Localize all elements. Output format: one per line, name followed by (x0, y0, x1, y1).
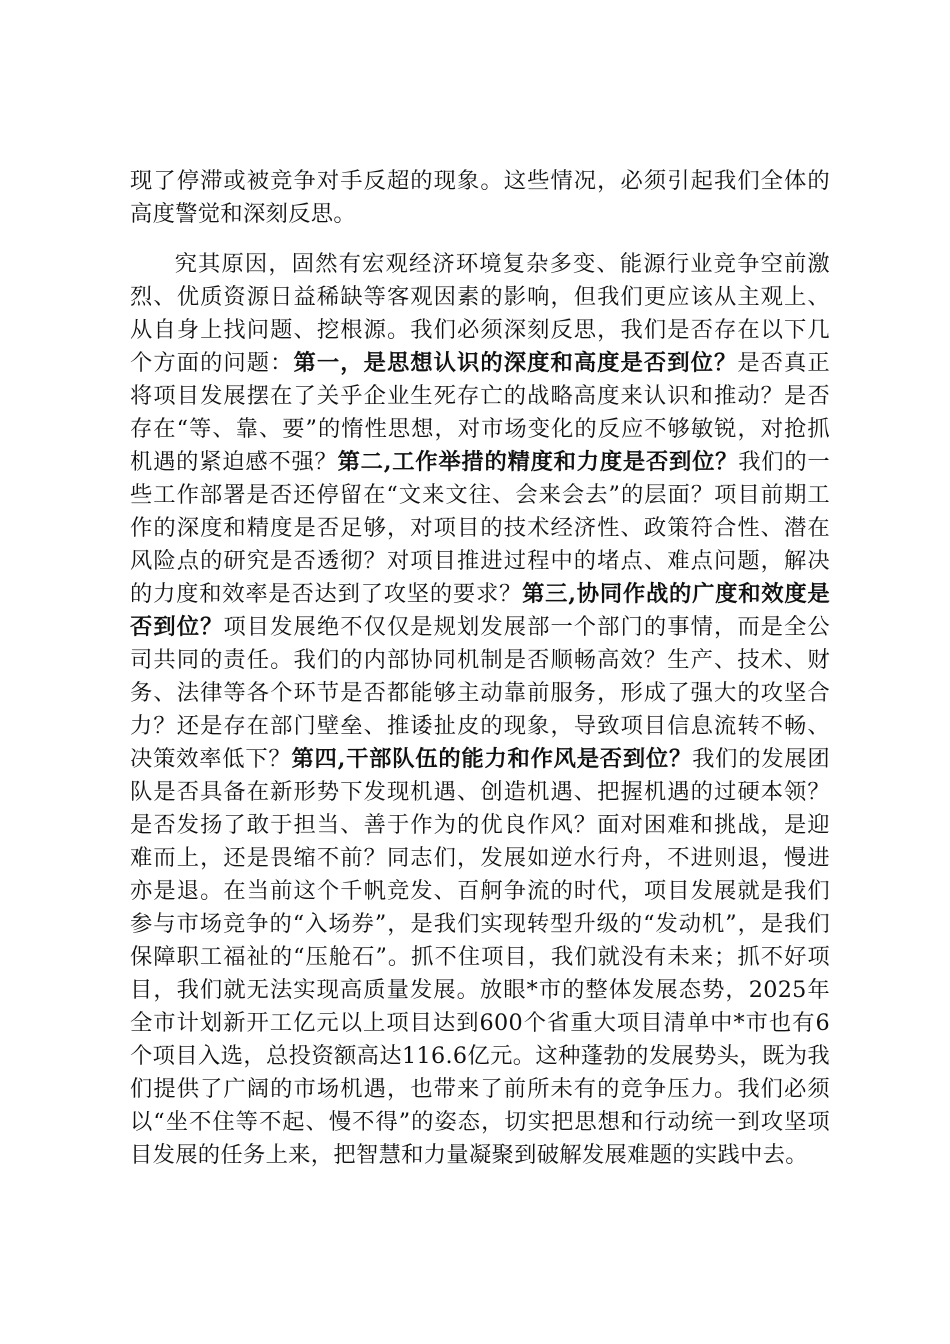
paragraph-text: 究其原因，固然有宏观经济环境复杂多变、能源行业竞争空前激烈、优质资源日益稀缺等客观因素的影响，但我们更应该从主观上、从自身上找问题、挖根源。我们必须深刻反思，我们是否存在以下几个方面的问题： (130, 251, 830, 376)
bold-heading-third: 第三,协同作战的广度和效度是否到位？ (130, 581, 830, 640)
paragraph-text: 现了停滞或被竞争对手反超的现象。这些情况，必须引起我们全体的高度警觉和深刻反思。 (130, 168, 830, 227)
document-page (130, 165, 830, 1172)
bold-heading-second: 第二,工作举措的精度和力度是否到位？ (337, 449, 739, 475)
paragraph-text: 是否真正将项目发展摆在了关乎企业生死存亡的战略高度来认识和推动？是否存在“等、靠、要”的惰性思想，对市场变化的反应不够敏锐，对抢抓机遇的紧迫感不强？ (130, 350, 830, 475)
paragraph-text: 项目发展绝不仅仅是规划发展部一个部门的事情，而是全公司共同的责任。我们的内部协同机制是否顺畅高效？生产、技术、财务、法律等各个环节是否都能够主动靠前服务，形成了强大的攻坚合力？还是存在部门壁垒、推诿扯皮的现象，导致项目信息流转不畅、决策效率低下？ (130, 614, 830, 772)
bold-heading-fourth: 第四,干部队伍的能力和作风是否到位？ (291, 746, 693, 772)
paragraph-1 (130, 165, 830, 231)
paragraph-2 (130, 248, 830, 1172)
paragraph-text: 我们的发展团队是否具备在新形势下发现机遇、创造机遇、把握机遇的过硬本领？是否发扬了敢于担当、善于作为的优良作风？面对困难和挑战，是迎难而上，还是畏缩不前？同志们，发展如逆水行舟，不进则退，慢进亦是退。在当前这个千帆竞发、百舸争流的时代，项目发展就是我们参与市场竞争的“入场券”，是我们实现转型升级的“发动机”，是我们保障职工福祉的“压舱石”。抓不住项目，我们就没有未来；抓不好项目，我们就无法实现高质量发展。放眼*市的整体发展态势，2025年全市计划新开工亿元以上项目达到600个省重大项目清单中*市也有6个项目入选，总投资额高达116.6亿元。这种蓬勃的发展势头，既为我们提供了广阔的市场机遇，也带来了前所未有的竞争压力。我们必须以“坐不住等不起、慢不得”的姿态，切实把思想和行动统一到攻坚项目发展的任务上来，把智慧和力量凝聚到破解发展难题的实践中去。 (130, 746, 830, 1168)
bold-heading-first: 第一，是思想认识的深度和高度是否到位？ (293, 350, 738, 376)
paragraph-text: 我们的一些工作部署是否还停留在“文来文往、会来会去”的层面？项目前期工作的深度和精度是否足够，对项目的技术经济性、政策符合性、潜在风险点的研究是否透彻？对项目推进过程中的堵点、难点问题，解决的力度和效率是否达到了攻坚的要求？ (130, 449, 830, 607)
